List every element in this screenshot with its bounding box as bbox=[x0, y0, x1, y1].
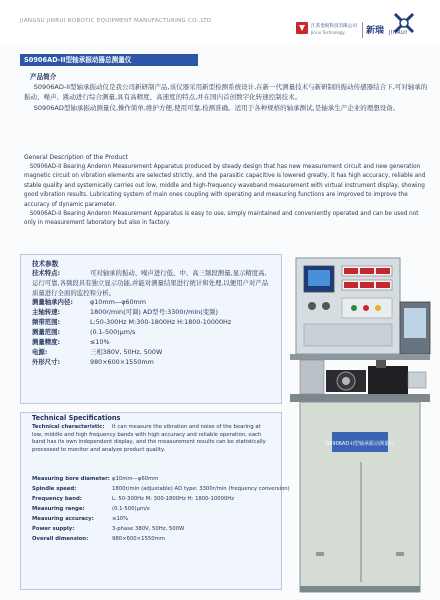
tech-spec-label: Measuring bore diameter: bbox=[32, 476, 110, 482]
spec-value: 可对轴承的振动、噪声进行低、中、高三频段测量,显示精度高,运行可靠,各频段具有独立显示功能,并能对测量结果进行统计和处理,以便用户对产品质量进行全面的监控和分析。 bbox=[32, 269, 269, 297]
spec-value: φ10mm—φ60mm bbox=[90, 298, 146, 306]
tech-spec-value: 1800r/min (adjustable) AD type: 3300r/min (frequency conversion) bbox=[112, 486, 290, 492]
tech-spec-value: L: 50-300Hz M: 300-1800Hz H: 1800-10000Hz bbox=[112, 496, 235, 502]
spec-value: L:50-300Hz M:300-1800Hz H:1800-10000Hz bbox=[90, 318, 232, 326]
tech-spec-row bbox=[32, 486, 290, 494]
intro-en-paragraph: S0906AD-II Bearing Anderon Measurement Apparatus is easy to use, simply maintained and conveniently operated and can be used not only in measurement laboratory but also in factory. bbox=[24, 211, 419, 227]
spec-label: 频带范围: bbox=[32, 318, 61, 326]
product-title-bar: S0906AD-II型轴承振动器总测量仪 bbox=[20, 54, 198, 66]
tech-spec-row bbox=[32, 476, 158, 484]
tech-spec-label: Overall dimension: bbox=[32, 536, 89, 542]
intro-cn-paragraph: S0906AD-II型轴承振动仪是我公司新研制产品,该仪器采用新型检测系统设计,在新一代测量技术与新研制的振动传感器结合下,可对轴承的振动、噪声、跳动进行综合测量,具有高精度、高速度的特点,并在国内首创数字化转速控制技术。 bbox=[24, 83, 428, 102]
intro-en-text bbox=[24, 163, 430, 229]
spec-label: 主轴转速: bbox=[32, 308, 61, 316]
intro-en-heading: General Description of the Product bbox=[24, 154, 128, 161]
spec-value: 三相380V, 50Hz, 500W bbox=[90, 348, 163, 356]
spec-row bbox=[32, 269, 270, 298]
spec-label: 测量轴承内径: bbox=[32, 298, 73, 306]
tech-spec-value: φ10mm—φ60mm bbox=[112, 476, 159, 482]
page-header bbox=[0, 0, 440, 46]
company-name-sub: Jinrui Technology bbox=[311, 30, 345, 35]
spec-label: 技术特点: bbox=[32, 269, 61, 277]
spec-value: 980×600×1550mm bbox=[90, 358, 154, 366]
spec-value: 1800r/min(可调) AD型号:3300r/min(变频) bbox=[90, 308, 218, 316]
tech-spec-label: Power supply: bbox=[32, 526, 75, 532]
spec-label: 电源: bbox=[32, 348, 48, 356]
intro-cn-paragraph: S0906AD型轴承振动测量仪,操作简单,维护方便,使用可靠,检测准确。适用于各种规格的轴承测试,是轴承生产企业的理想设备。 bbox=[33, 103, 400, 112]
tech-spec-value: It can measure the vibration and noise of the bearing at low, middle and high frequency bands with high accuracy and reliable operation, each band has its own independent display, and the measurement results can be statistically processed to monitor and analyze product quality. bbox=[32, 424, 266, 453]
tech-spec-label: Measuring accuracy: bbox=[32, 516, 94, 522]
company-logo-icon bbox=[296, 22, 308, 34]
machine-panel-label: S0906AD-II型轴承振动测量仪 bbox=[326, 441, 394, 447]
tech-spec-label: Frequency band: bbox=[32, 496, 82, 502]
tech-spec-value: (0.1-500)μm/s bbox=[112, 506, 150, 512]
tech-spec-label: Technical characteristic: bbox=[32, 424, 105, 430]
intro-cn-text bbox=[24, 82, 429, 113]
tech-spec-value: 3-phase 380V, 50Hz, 500W bbox=[112, 526, 185, 532]
tech-spec-value: ≤10% bbox=[112, 516, 129, 522]
tech-spec-row bbox=[32, 506, 150, 514]
brand-name-cn: 新瑞 bbox=[366, 26, 385, 36]
header-divider bbox=[362, 22, 363, 38]
brand-name-en: JINRUI bbox=[389, 30, 408, 36]
tech-spec-row bbox=[32, 516, 128, 524]
spec-row bbox=[32, 348, 162, 358]
company-name-cn: 江苏金锐科技有限公司 bbox=[311, 24, 357, 29]
tech-spec-row bbox=[32, 424, 272, 454]
spec-label: 外形尺寸: bbox=[32, 358, 61, 366]
tech-spec-row bbox=[32, 496, 234, 504]
specs-heading: 技术参数 bbox=[32, 260, 59, 268]
tech-spec-value: 980×600×1550mm bbox=[112, 536, 165, 542]
tech-spec-label: Measuring range: bbox=[32, 506, 85, 512]
spec-row bbox=[32, 318, 231, 328]
spec-row bbox=[32, 328, 135, 338]
spec-label: 测量范围: bbox=[32, 328, 61, 336]
spec-value: ≤10% bbox=[90, 338, 110, 346]
spec-row bbox=[32, 338, 110, 348]
spec-row bbox=[32, 298, 146, 308]
company-name-en: JIANGSU JINRUI ROBOTIC EQUIPMENT MANUFACTURING CO.,LTD bbox=[20, 18, 212, 24]
tech-spec-row bbox=[32, 536, 165, 544]
tech-specs-heading: Technical Specifications bbox=[32, 414, 121, 422]
spec-row bbox=[32, 308, 218, 318]
intro-heading: 产品简介 bbox=[30, 73, 57, 81]
measuring-machine-image bbox=[286, 252, 434, 596]
spec-label: 测量精度: bbox=[32, 338, 61, 346]
tech-spec-label: Spindle speed: bbox=[32, 486, 77, 492]
tech-spec-row bbox=[32, 526, 184, 534]
intro-en-paragraph: S0906AD-II Bearing Anderon Measurement Apparatus produced by steady design that has new measurement circuit and new generation magnetic circuit on vibration elements are selected strictly, and the parasitic capacitive is lowered greatly, it has high accuracy, reliable and stable quality and systemically carries out low, middle and high-frequency waveband measurement with virtual instrument display, showing good vibration results. Lubricating system of main ones coupling with operating and measuring functions are improved to improve the accuracy of dynamic parameter. bbox=[24, 164, 426, 208]
spec-row bbox=[32, 358, 154, 368]
spec-value: (0.1-500)μm/s bbox=[90, 328, 136, 336]
